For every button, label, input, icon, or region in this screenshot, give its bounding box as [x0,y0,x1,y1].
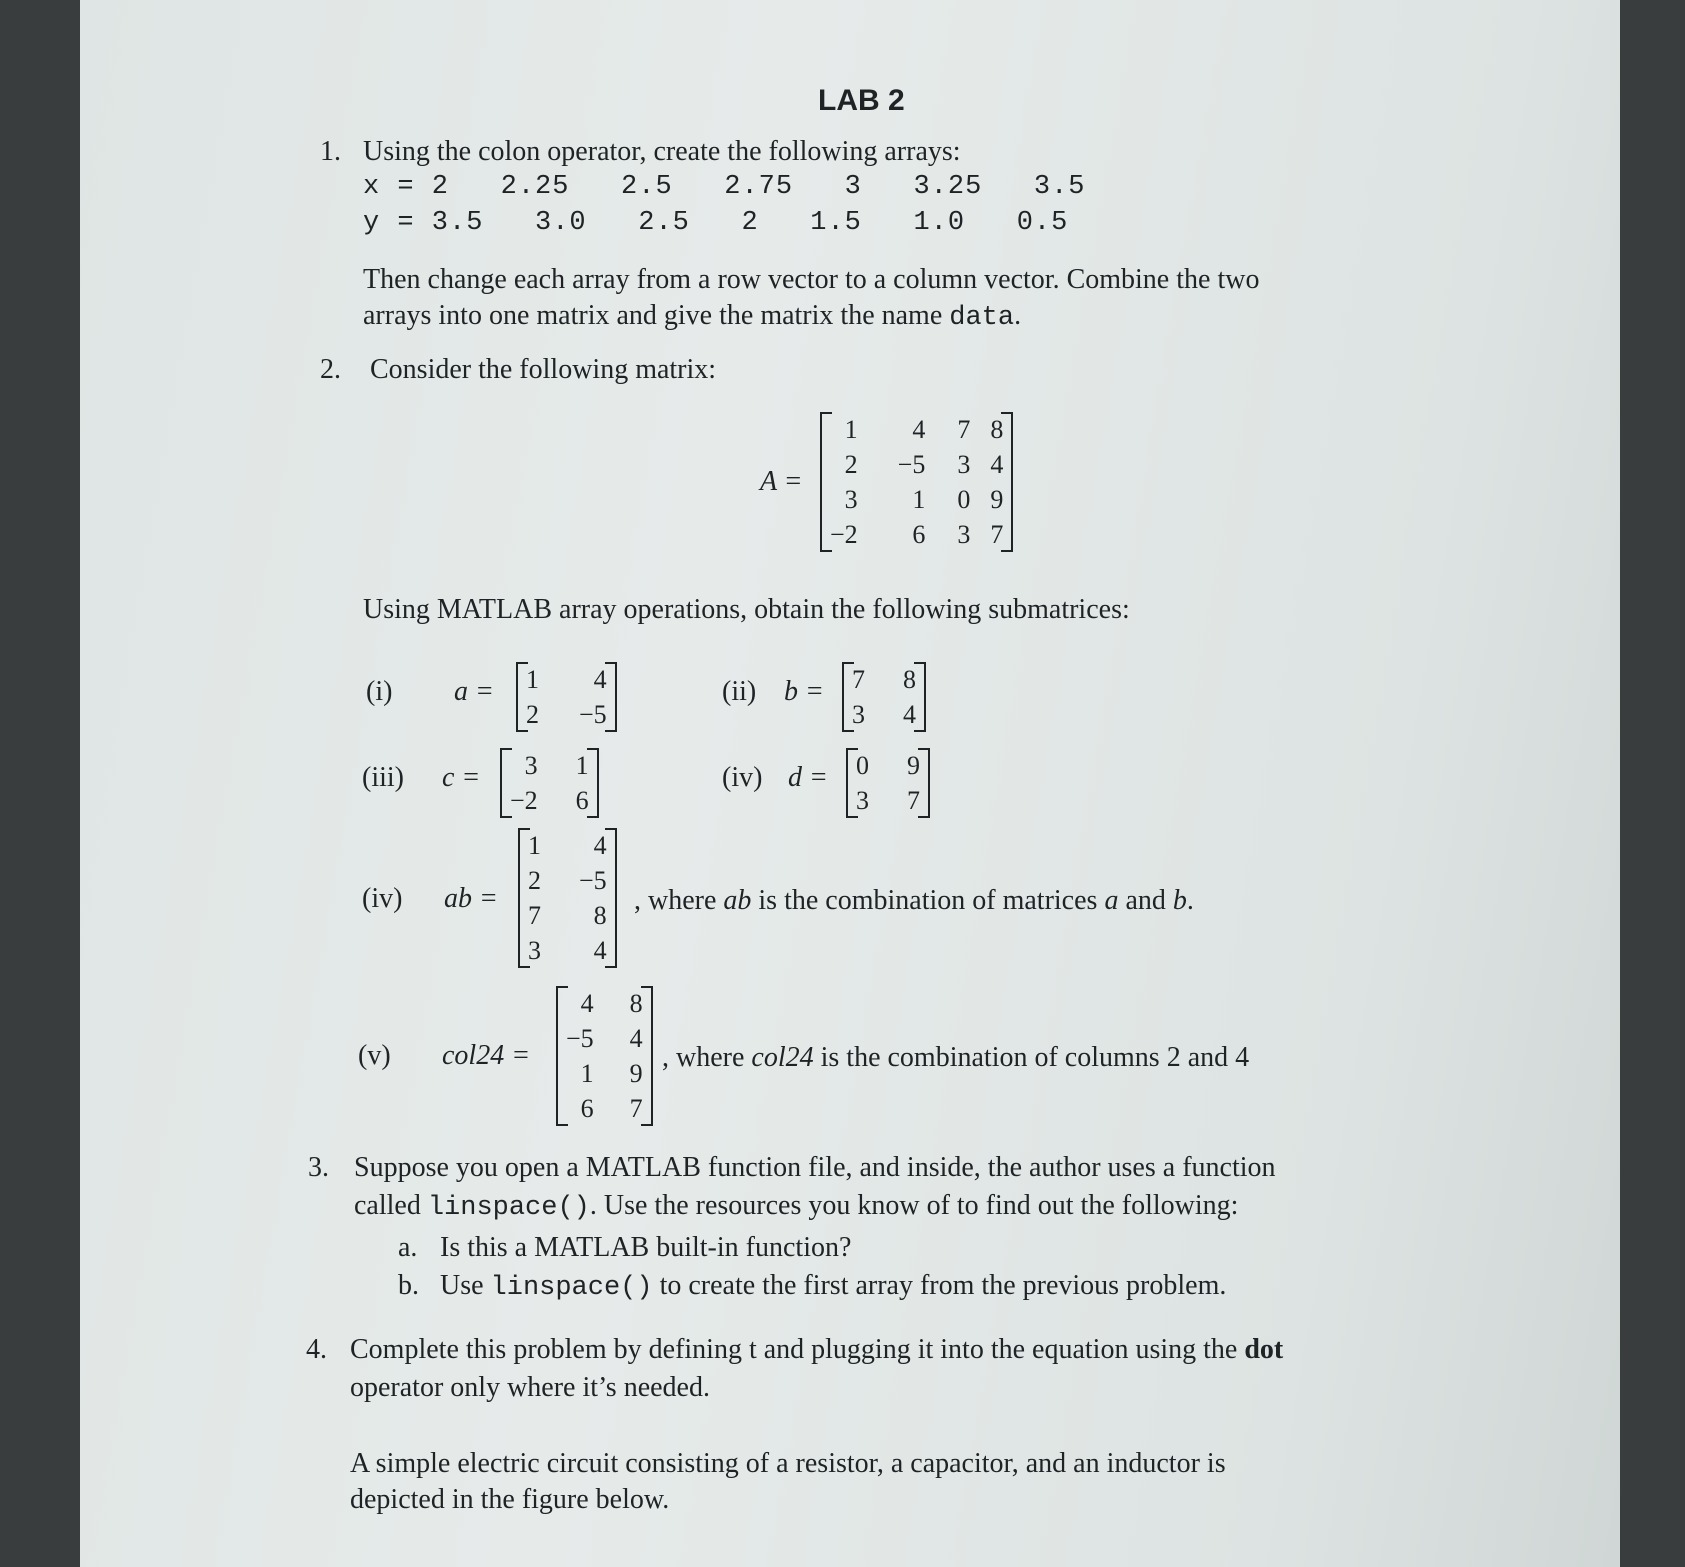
matrix-cell: 6 [912,520,926,549]
left-bracket [820,412,832,552]
matrix-A-name: A = [760,466,803,497]
ab-description [634,883,1194,919]
col24-desc-text: , where [662,1042,752,1073]
matrix-cell: 1 [844,415,858,444]
ab-desc-text: is the combination of matrices [751,885,1105,916]
q4-line1 [350,1332,1283,1368]
matrix-cell: −5 [897,450,926,479]
q3-number: 3. [308,1152,329,1183]
dot-keyword: dot [1244,1334,1284,1365]
q2-text: Consider the following matrix: [370,354,717,385]
linspace-function: linspace() [427,1193,590,1223]
matrix-cell: 4 [990,450,1004,479]
matrix-cell: 7 [990,520,1004,549]
ab-desc-var: ab [723,885,752,916]
matrix-cell: 4 [629,1024,643,1053]
part-i-label: (i) [366,676,393,707]
matrix-cell: 1 [575,751,589,780]
part-iii-label: (iii) [362,762,404,793]
matrix-cell: 2 [526,700,539,729]
q4-line2: operator only where it’s needed. [350,1372,710,1403]
matrix-cell: 8 [593,901,607,930]
matrix-cell: 4 [903,700,916,729]
q3-line2 [354,1188,1238,1226]
matrix-cell: 0 [856,751,869,780]
left-bracket [842,662,854,732]
document-page [80,0,1620,1567]
ab-desc-var: b [1172,885,1187,916]
matrix-cell: −2 [830,520,858,549]
q1-instruction-line1: Then change each array from a row vector to a column vector. Combine the two [363,264,1260,295]
matrix-c [500,748,599,818]
data-variable-name: data [949,303,1015,333]
matrix-cell: 8 [990,415,1004,444]
ab-desc-text: and [1118,885,1173,916]
right-bracket [914,662,926,732]
col24-desc-text: is the combination of columns 2 and 4 [813,1042,1250,1073]
q3-line2-text: called [354,1190,428,1221]
matrix-col24 [556,986,653,1126]
matrix-cell: 2 [844,450,858,479]
right-bracket [641,986,653,1126]
matrix-ab-label [444,883,498,915]
matrix-d-name: d = [788,762,828,793]
right-bracket [605,828,617,968]
matrix-cell: 1 [580,1059,594,1088]
matrix-c-name: c = [442,762,481,793]
matrix-a [516,662,617,732]
matrix-cell: 1 [912,485,926,514]
q1-number: 1. [320,136,341,167]
matrix-cell: 3 [856,786,869,815]
matrix-cell: 4 [593,831,607,860]
col24-desc-var: col24 [751,1042,814,1073]
q3-b-text-part: to create the first array from the previous problem. [652,1270,1227,1301]
matrix-b [842,662,926,732]
q2-operations-text: Using MATLAB array operations, obtain the following submatrices: [363,594,1130,625]
left-bracket [556,986,568,1126]
matrix-c-table [500,748,599,818]
matrix-cell: 6 [580,1094,594,1123]
matrix-ab [518,828,617,968]
q3-line1: Suppose you open a MATLAB function file, and inside, the author uses a function [354,1152,1276,1183]
matrix-a-label [454,676,494,708]
matrix-cell: 4 [593,936,607,965]
matrix-cell: 7 [907,786,920,815]
matrix-cell: 3 [528,936,541,965]
q3-a-label: a. [398,1232,418,1263]
matrix-cell: 7 [629,1094,643,1123]
left-bracket [518,828,530,968]
matrix-cell: 3 [957,450,971,479]
matrix-cell: −5 [566,1024,594,1053]
matrix-cell: 4 [912,415,926,444]
matrix-cell: 4 [580,989,594,1018]
matrix-cell: 7 [528,901,541,930]
matrix-cell: 8 [629,989,643,1018]
q1-instruction-line2 [363,298,1021,336]
matrix-cell: 1 [526,665,539,694]
matrix-b-name: b = [784,676,824,707]
part-v-label: (v) [358,1040,391,1071]
matrix-cell: 3 [852,700,865,729]
q4-line1-text: Complete this problem by defining t and plugging it into the equation using the [350,1334,1245,1365]
q4-number: 4. [306,1334,327,1365]
matrix-cell: −5 [579,866,607,895]
matrix-ab-table [518,828,617,968]
matrix-col24-table [556,986,653,1126]
matrix-cell: 1 [528,831,541,860]
matrix-cell: 4 [593,665,607,694]
right-bracket [587,748,599,818]
q1-text: Using the colon operator, create the following arrays: [363,136,961,167]
matrix-a-table [516,662,617,732]
matrix-cell: −5 [579,700,607,729]
ab-desc-var: a [1104,885,1119,916]
matrix-cell: 2 [528,866,541,895]
matrix-cell: 9 [990,485,1004,514]
right-bracket [1001,412,1013,552]
matrix-cell: 0 [957,485,971,514]
q1-x-array: x = 2 2.25 2.5 2.75 3 3.25 3.5 [363,172,1086,202]
matrix-cell: 3 [524,751,538,780]
left-bracket [516,662,528,732]
matrix-d [846,748,930,818]
linspace-function: linspace() [490,1273,653,1303]
matrix-d-label [788,762,828,794]
matrix-ab-name: ab = [444,883,498,914]
right-bracket [918,748,930,818]
q3-b-text-part: Use [440,1270,491,1301]
matrix-cell: 9 [629,1059,643,1088]
matrix-col24-name: col24 = [442,1040,531,1071]
left-bracket [846,748,858,818]
q3-line2-text: . Use the resources you know of to find out the following: [589,1190,1239,1221]
matrix-cell: 3 [957,520,971,549]
col24-description [662,1040,1249,1076]
q3-a-text: Is this a MATLAB built-in function? [440,1232,852,1263]
matrix-a-name: a = [454,676,494,707]
q2-number: 2. [320,354,341,385]
ab-desc-text: , where [634,885,724,916]
right-bracket [605,662,617,732]
matrix-b-label [784,676,824,708]
matrix-cell: 7 [957,415,971,444]
matrix-c-label [442,762,480,794]
left-bracket [500,748,512,818]
matrix-cell: 8 [903,665,916,694]
matrix-A [820,412,1013,552]
q3-b-text [440,1268,1226,1306]
q1-y-array: y = 3.5 3.0 2.5 2 1.5 1.0 0.5 [363,208,1069,238]
q1-period: . [1014,300,1022,331]
part-iv-label: (iv) [722,762,763,793]
matrix-A-label [760,466,803,498]
matrix-cell: 9 [907,751,920,780]
part-ii-label: (ii) [722,676,757,707]
matrix-cell: 3 [844,485,858,514]
q1-instruction-text: arrays into one matrix and give the matrix the name [363,300,950,331]
q4-para-line2: depicted in the figure below. [350,1484,670,1515]
q4-para-line1: A simple electric circuit consisting of a resistor, a capacitor, and an inductor is [350,1448,1226,1479]
matrix-cell: −2 [510,786,538,815]
q3-b-label: b. [398,1270,419,1301]
part-iv-ab-label: (iv) [362,883,403,914]
ab-desc-text: . [1186,885,1194,916]
matrix-col24-label [442,1040,530,1072]
page-title: LAB 2 [818,84,905,117]
matrix-A-table [820,412,1013,552]
matrix-cell: 7 [852,665,865,694]
matrix-cell: 6 [575,786,589,815]
